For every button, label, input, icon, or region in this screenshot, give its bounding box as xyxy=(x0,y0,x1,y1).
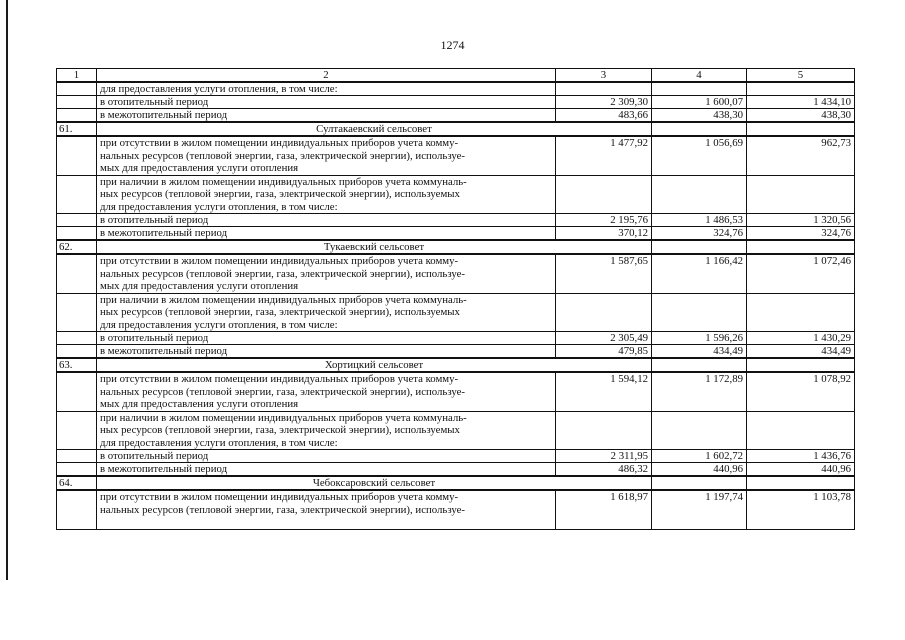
page-edge-line xyxy=(6,0,8,640)
header-col-2: 2 xyxy=(97,69,556,83)
value-col-5: 962,73 xyxy=(747,136,855,175)
section-number: 63. xyxy=(57,358,97,372)
page-number: 1274 xyxy=(440,38,465,52)
section-row xyxy=(57,240,855,254)
value-col-5: 324,76 xyxy=(747,227,855,241)
value-col-4: 440,96 xyxy=(652,463,747,477)
row-label: в межотопительный период xyxy=(97,227,556,241)
table-row xyxy=(57,411,855,450)
table-row xyxy=(57,136,855,175)
value-col-4: 1 166,42 xyxy=(652,254,747,293)
value-col-3: 483,66 xyxy=(556,109,652,123)
section-row xyxy=(57,358,855,372)
value-col-5: 438,30 xyxy=(747,109,855,123)
table-row xyxy=(57,345,855,359)
header-col-5: 5 xyxy=(747,69,855,83)
value-col-3: 2 309,30 xyxy=(556,96,652,109)
header-col-3: 3 xyxy=(556,69,652,83)
value-col-3: 2 195,76 xyxy=(556,214,652,227)
value-col-5: 440,96 xyxy=(747,463,855,477)
value-col-4: 1 602,72 xyxy=(652,450,747,463)
table-row xyxy=(57,96,855,109)
table-row xyxy=(57,293,855,332)
value-col-3: 2 311,95 xyxy=(556,450,652,463)
value-col-3: 1 594,12 xyxy=(556,372,652,411)
value-col-5: 1 320,56 xyxy=(747,214,855,227)
value-col-3: 1 618,97 xyxy=(556,490,652,529)
value-col-4: 1 600,07 xyxy=(652,96,747,109)
table-row xyxy=(57,227,855,241)
value-col-3: 370,12 xyxy=(556,227,652,241)
row-label: в отопительный период xyxy=(97,96,556,109)
row-label: при отсутствии в жилом помещении индивидуальных приборов учета комму- нальных ресурсов (тепловой энергии, газа, электрической энергии), используе- мых для предоставления услуги отопления xyxy=(97,254,556,293)
table-row xyxy=(57,214,855,227)
table-row xyxy=(57,372,855,411)
value-col-5: 1 436,76 xyxy=(747,450,855,463)
row-label: при наличии в жилом помещении индивидуальных приборов учета коммуналь- ных ресурсов (тепловой энергии, газа, электрической энергии), используемых для предоставления услуги отопления, в том числе: xyxy=(97,175,556,214)
header-col-4: 4 xyxy=(652,69,747,83)
row-label: при отсутствии в жилом помещении индивидуальных приборов учета комму- нальных ресурсов (тепловой энергии, газа, электрической энергии), используе- мых для предоставления услуги отопления xyxy=(97,372,556,411)
section-number: 64. xyxy=(57,476,97,490)
table-row xyxy=(57,450,855,463)
value-col-5: 1 072,46 xyxy=(747,254,855,293)
row-label: в межотопительный период xyxy=(97,345,556,359)
section-name: Чебоксаровский сельсовет xyxy=(97,476,652,490)
value-col-5: 1 078,92 xyxy=(747,372,855,411)
tariff-table xyxy=(56,68,855,530)
value-col-4: 1 197,74 xyxy=(652,490,747,529)
row-label: в межотопительный период xyxy=(97,109,556,123)
row-label: в отопительный период xyxy=(97,332,556,345)
value-col-4: 434,49 xyxy=(652,345,747,359)
header-row xyxy=(57,69,855,83)
value-col-5: 1 103,78 xyxy=(747,490,855,529)
row-label: в отопительный период xyxy=(97,450,556,463)
value-col-4: 438,30 xyxy=(652,109,747,123)
table-row xyxy=(57,109,855,123)
value-col-4: 1 486,53 xyxy=(652,214,747,227)
value-col-4: 324,76 xyxy=(652,227,747,241)
header-col-1: 1 xyxy=(57,69,97,83)
row-label: при наличии в жилом помещении индивидуальных приборов учета коммуналь- ных ресурсов (тепловой энергии, газа, электрической энергии), используемых для предоставления услуги отопления, в том числе: xyxy=(97,293,556,332)
row-label: в межотопительный период xyxy=(97,463,556,477)
row-label: при отсутствии в жилом помещении индивидуальных приборов учета комму- нальных ресурсов (тепловой энергии, газа, электрической энергии), используе- мых для предоставления услуги отопления xyxy=(97,136,556,175)
section-row xyxy=(57,476,855,490)
table-row xyxy=(57,82,855,96)
section-row xyxy=(57,122,855,136)
value-col-4: 1 172,89 xyxy=(652,372,747,411)
section-number: 61. xyxy=(57,122,97,136)
row-label: для предоставления услуги отопления, в том числе: xyxy=(97,82,556,96)
row-label: при наличии в жилом помещении индивидуальных приборов учета коммуналь- ных ресурсов (тепловой энергии, газа, электрической энергии), используемых для предоставления услуги отопления, в том числе: xyxy=(97,411,556,450)
page-bottom-margin xyxy=(0,580,905,640)
value-col-5: 434,49 xyxy=(747,345,855,359)
value-col-4: 1 056,69 xyxy=(652,136,747,175)
value-col-5: 1 430,29 xyxy=(747,332,855,345)
row-label: при отсутствии в жилом помещении индивидуальных приборов учета комму- нальных ресурсов (тепловой энергии, газа, электрической энергии), используе- xyxy=(97,490,556,529)
value-col-5: 1 434,10 xyxy=(747,96,855,109)
section-name: Султакаевский сельсовет xyxy=(97,122,652,136)
value-col-3: 486,32 xyxy=(556,463,652,477)
table-row xyxy=(57,490,855,529)
table-row xyxy=(57,463,855,477)
table-row xyxy=(57,254,855,293)
section-name: Тукаевский сельсовет xyxy=(97,240,652,254)
section-number: 62. xyxy=(57,240,97,254)
row-label: в отопительный период xyxy=(97,214,556,227)
table-row xyxy=(57,332,855,345)
section-name: Хортицкий сельсовет xyxy=(97,358,652,372)
table-row xyxy=(57,175,855,214)
value-col-3: 1 587,65 xyxy=(556,254,652,293)
value-col-3: 479,85 xyxy=(556,345,652,359)
value-col-3: 2 305,49 xyxy=(556,332,652,345)
value-col-4: 1 596,26 xyxy=(652,332,747,345)
value-col-3: 1 477,92 xyxy=(556,136,652,175)
